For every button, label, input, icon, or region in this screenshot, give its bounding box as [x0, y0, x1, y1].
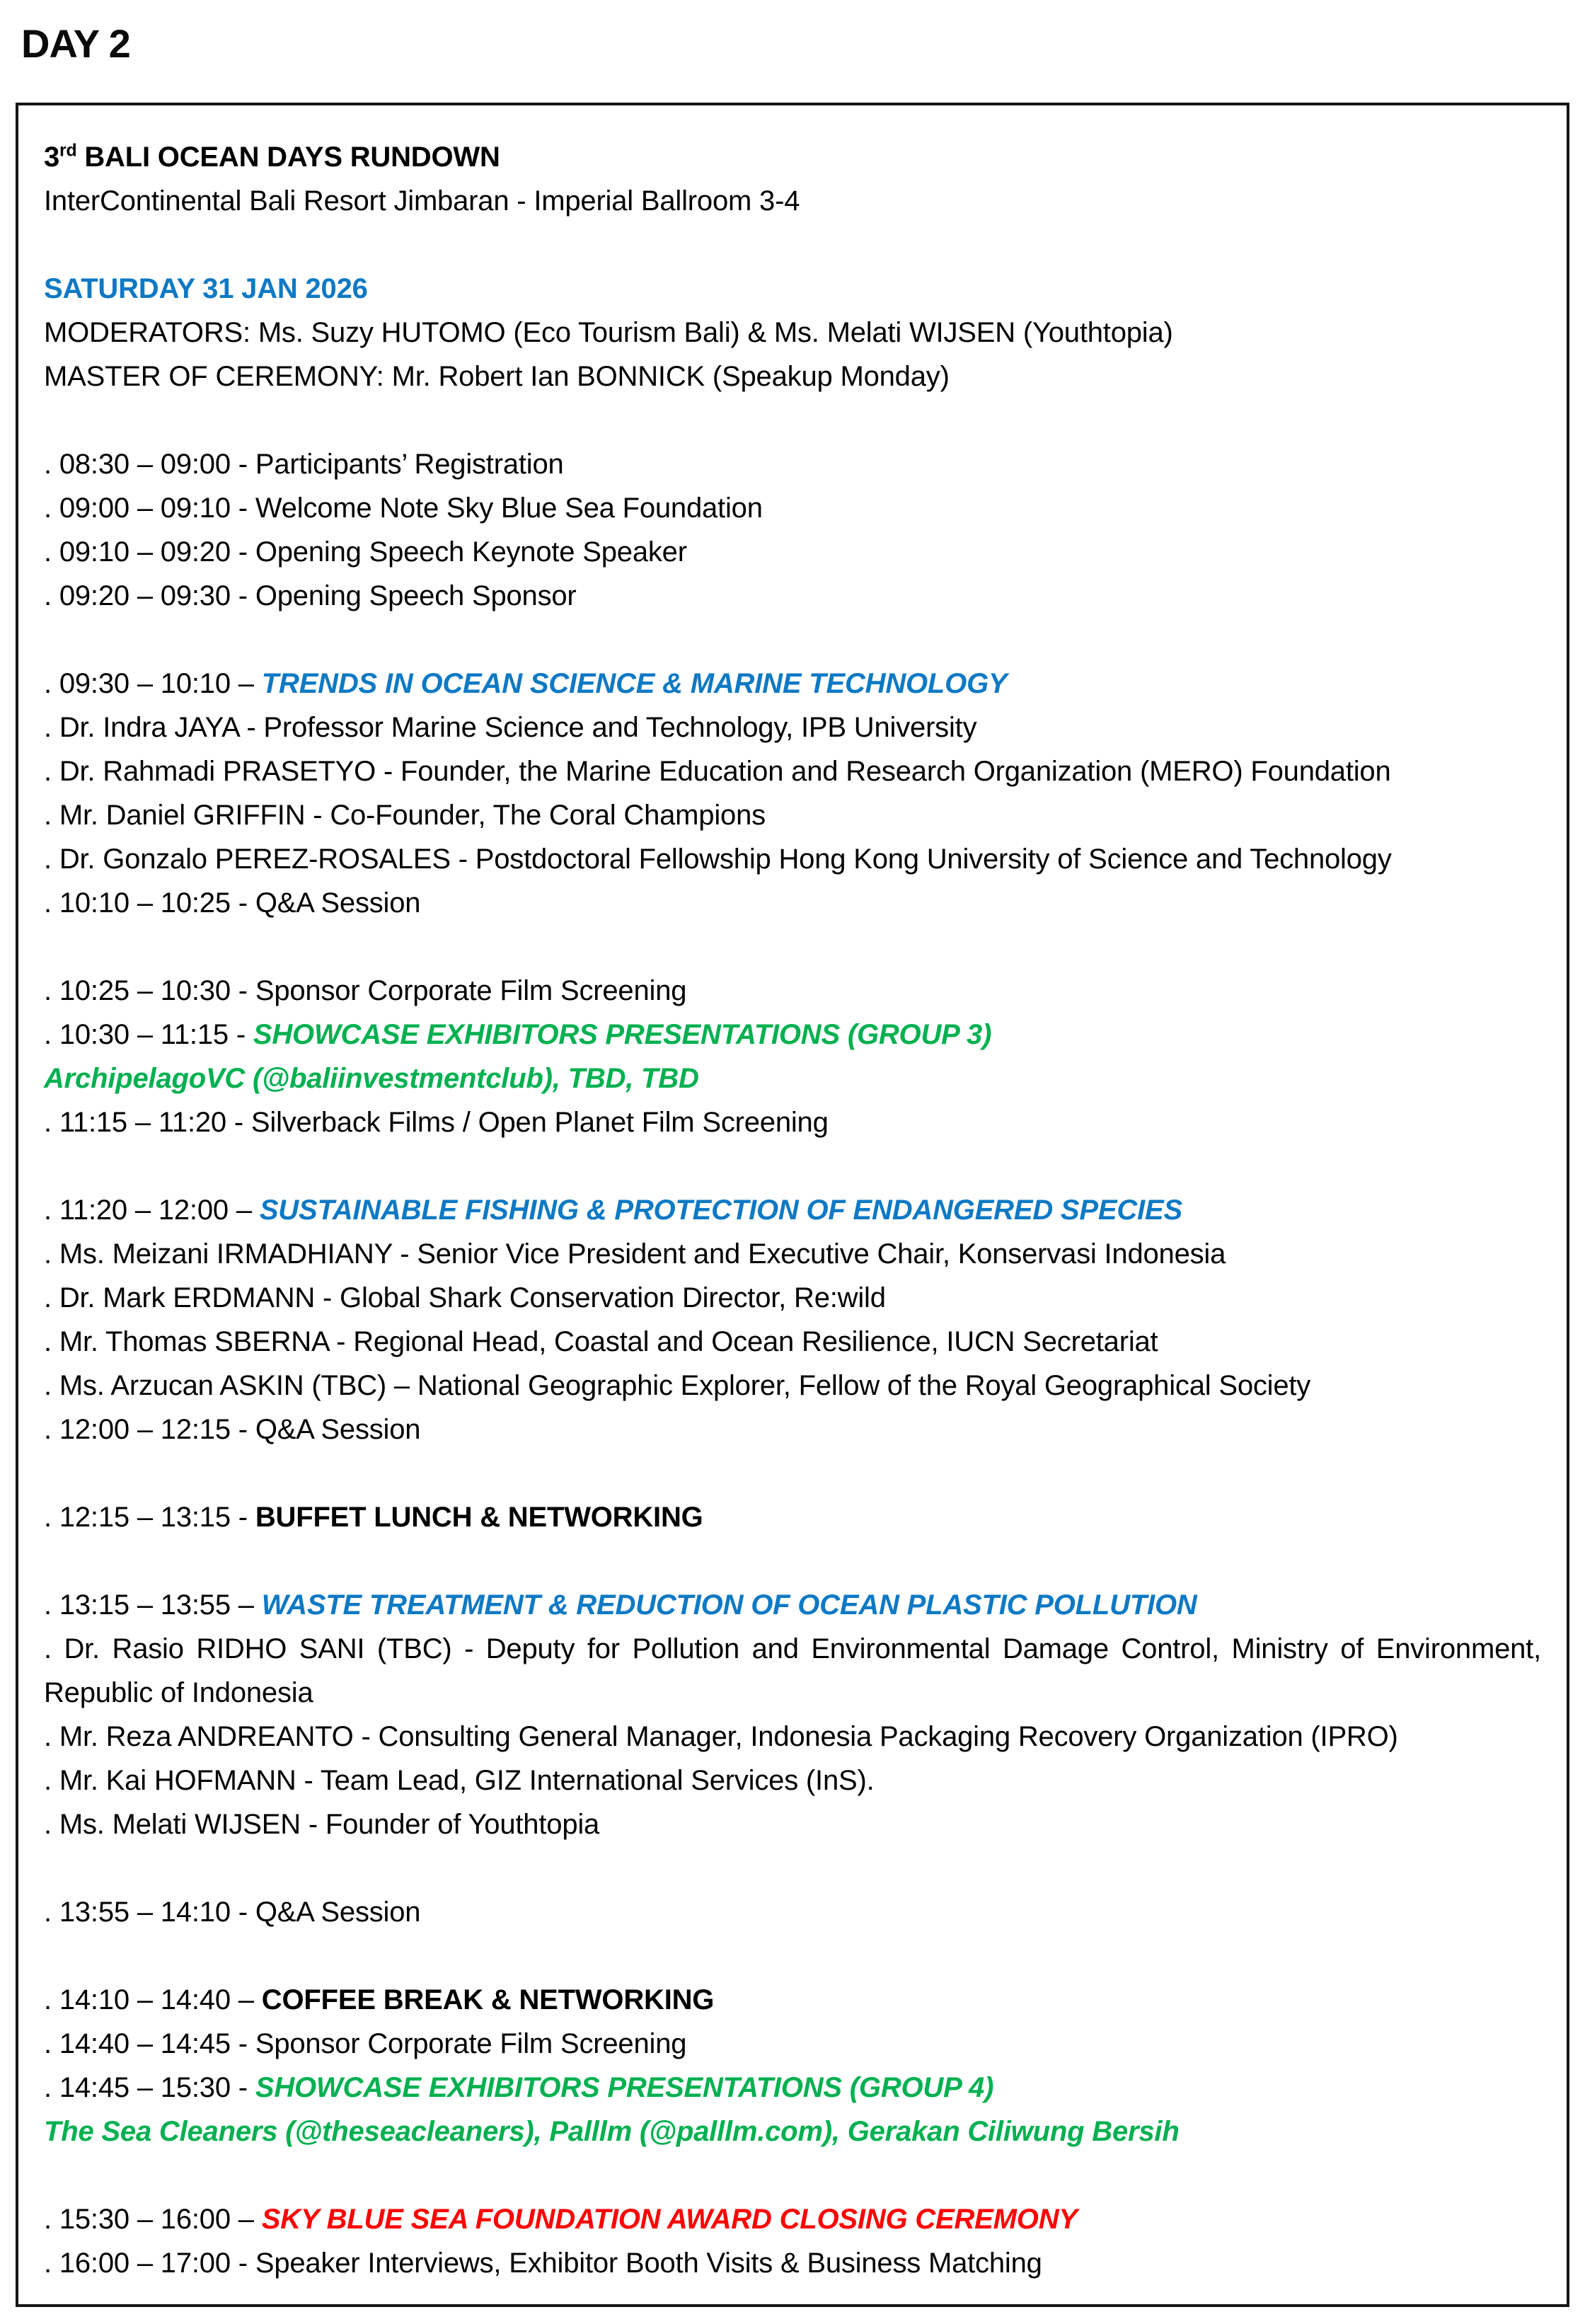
- schedule-line: [44, 2241, 1541, 2285]
- title-text: BALI OCEAN DAYS RUNDOWN: [76, 142, 500, 173]
- schedule-line: [44, 1715, 1541, 1759]
- schedule-text-segment: . 11:20 – 12:00 –: [44, 1195, 260, 1226]
- schedule-text-segment: . 09:20 – 09:30 - Opening Speech Sponsor: [44, 580, 577, 611]
- schedule-line: [44, 530, 1541, 574]
- rundown-box: [16, 103, 1569, 2307]
- schedule-text-segment: . 16:00 – 17:00 - Speaker Interviews, Exhibitor Booth Visits & Business Matching: [44, 2248, 1042, 2279]
- schedule-line: [44, 793, 1541, 837]
- schedule-text-segment: . Ms. Arzucan ASKIN (TBC) – National Geographic Explorer, Fellow of the Royal Geographical Society: [44, 1370, 1311, 1401]
- schedule-text-segment: . 14:10 – 14:40 –: [44, 1984, 262, 2015]
- schedule-text-segment: . 12:00 – 12:15 - Q&A Session: [44, 1414, 421, 1445]
- blank-line: [44, 1934, 1541, 1978]
- blank-line: [44, 925, 1541, 969]
- schedule-line: [44, 1276, 1541, 1320]
- schedule-text-segment: . Dr. Rahmadi PRASETYO - Founder, the Marine Education and Research Organization (MERO) Foundation: [44, 756, 1391, 787]
- schedule-text-segment: . Ms. Melati WIJSEN - Founder of Youthtopia: [44, 1809, 600, 1840]
- blank-line: [44, 223, 1541, 267]
- schedule-line: [44, 1627, 1541, 1715]
- schedule-line: [44, 1890, 1541, 1934]
- schedule-text-segment: . 13:55 – 14:10 - Q&A Session: [44, 1897, 421, 1928]
- title-ordinal-suffix: rd: [59, 141, 77, 161]
- schedule-text-segment: . Dr. Indra JAYA - Professor Marine Science and Technology, IPB University: [44, 712, 977, 743]
- schedule-line: [44, 2022, 1541, 2066]
- schedule-text-segment: . 09:00 – 09:10 - Welcome Note Sky Blue Sea Foundation: [44, 493, 763, 524]
- schedule-text-segment: . 09:30 – 10:10 –: [44, 668, 262, 699]
- schedule-line: [44, 486, 1541, 530]
- schedule-text-segment: . 10:10 – 10:25 - Q&A Session: [44, 887, 421, 919]
- schedule-text-segment: . 14:45 – 15:30 -: [44, 2072, 255, 2103]
- schedule-line: [44, 749, 1541, 793]
- schedule-line: [44, 1013, 1541, 1057]
- schedule-line: [44, 1495, 1541, 1539]
- schedule-line: [44, 2197, 1541, 2241]
- schedule-line: [44, 881, 1541, 925]
- schedule-text-segment: . 11:15 – 11:20 - Silverback Films / Open Planet Film Screening: [44, 1107, 829, 1138]
- document-title: [44, 135, 1541, 179]
- schedule-line: [44, 1759, 1541, 1802]
- mc-line: MASTER OF CEREMONY: Mr. Robert Ian BONNICK (Speakup Monday): [44, 361, 950, 392]
- schedule-line: [44, 1978, 1541, 2022]
- schedule-line: [44, 662, 1541, 706]
- schedule-line: [44, 1100, 1541, 1144]
- schedule-line: [44, 1364, 1541, 1408]
- schedule-text-segment: . 13:15 – 13:55 –: [44, 1589, 262, 1621]
- schedule-text-segment: . 15:30 – 16:00 –: [44, 2204, 262, 2235]
- blank-line: [44, 398, 1541, 442]
- schedule-line: [44, 1188, 1541, 1232]
- blank-line: [44, 2153, 1541, 2197]
- schedule-text-segment: SUSTAINABLE FISHING & PROTECTION OF ENDANGERED SPECIES: [259, 1195, 1182, 1226]
- date-heading: SATURDAY 31 JAN 2026: [44, 273, 368, 304]
- schedule-text-segment: BUFFET LUNCH & NETWORKING: [255, 1502, 703, 1533]
- schedule-text-segment: ArchipelagoVC (@baliinvestmentclub), TBD, TBD: [44, 1063, 699, 1094]
- schedule-line: [44, 1232, 1541, 1276]
- schedule-line: [44, 706, 1541, 749]
- schedule-line: [44, 837, 1541, 881]
- schedule-text-segment: The Sea Cleaners (@theseacleaners), Palllm (@palllm.com), Gerakan Ciliwung Bersih: [44, 2116, 1180, 2147]
- schedule-line: [44, 1408, 1541, 1451]
- schedule-line: [44, 1057, 1541, 1100]
- schedule-line: [44, 2066, 1541, 2110]
- schedule-text-segment: . 10:25 – 10:30 - Sponsor Corporate Film Screening: [44, 975, 687, 1006]
- schedule-line: [44, 1320, 1541, 1364]
- day-label: DAY 2: [21, 21, 130, 66]
- schedule-text-segment: . Mr. Kai HOFMANN - Team Lead, GIZ International Services (InS).: [44, 1765, 875, 1796]
- moderators-line: MODERATORS: Ms. Suzy HUTOMO (Eco Tourism Bali) & Ms. Melati WIJSEN (Youthtopia): [44, 317, 1173, 348]
- schedule-text-segment: . 12:15 – 13:15 -: [44, 1502, 255, 1533]
- schedule-text-segment: WASTE TREATMENT & REDUCTION OF OCEAN PLASTIC POLLUTION: [261, 1589, 1197, 1621]
- schedule-text-segment: COFFEE BREAK & NETWORKING: [261, 1984, 715, 2015]
- schedule-text-segment: . 14:40 – 14:45 - Sponsor Corporate Film Screening: [44, 2028, 687, 2059]
- schedule-line: [44, 1583, 1541, 1627]
- blank-line: [44, 1144, 1541, 1188]
- schedule-line: [44, 1802, 1541, 1846]
- schedule: [44, 442, 1541, 2285]
- blank-line: [44, 1451, 1541, 1495]
- venue-line: InterContinental Bali Resort Jimbaran - Imperial Ballroom 3-4: [44, 185, 800, 217]
- schedule-text-segment: . Ms. Meizani IRMADHIANY - Senior Vice President and Executive Chair, Konservasi Indonesia: [44, 1238, 1226, 1270]
- schedule-text-segment: . Mr. Daniel GRIFFIN - Co-Founder, The Coral Champions: [44, 800, 766, 831]
- blank-line: [44, 618, 1541, 662]
- schedule-text-segment: SHOWCASE EXHIBITORS PRESENTATIONS (GROUP 3): [253, 1019, 992, 1050]
- schedule-line: [44, 2110, 1541, 2153]
- schedule-line: [44, 442, 1541, 486]
- schedule-text-segment: . 10:30 – 11:15 -: [44, 1019, 253, 1050]
- schedule-line: [44, 969, 1541, 1013]
- schedule-text-segment: . Dr. Mark ERDMANN - Global Shark Conservation Director, Re:wild: [44, 1282, 886, 1313]
- blank-line: [44, 1846, 1541, 1890]
- schedule-line: [44, 574, 1541, 618]
- schedule-text-segment: . Dr. Gonzalo PEREZ-ROSALES - Postdoctoral Fellowship Hong Kong University of Science and Technology: [44, 844, 1392, 875]
- schedule-text-segment: . 09:10 – 09:20 - Opening Speech Keynote Speaker: [44, 536, 687, 568]
- schedule-text-segment: . Mr. Thomas SBERNA - Regional Head, Coastal and Ocean Resilience, IUCN Secretariat: [44, 1326, 1158, 1357]
- schedule-text-segment: SKY BLUE SEA FOUNDATION AWARD CLOSING CEREMONY: [261, 2204, 1078, 2235]
- title-number: 3: [44, 142, 60, 173]
- schedule-text-segment: SHOWCASE EXHIBITORS PRESENTATIONS (GROUP 4): [255, 2072, 994, 2103]
- schedule-text-segment: . Dr. Rasio RIDHO SANI (TBC) - Deputy for Pollution and Environmental Damage Control, Ministry of Environment, Republic of Indonesia: [44, 1633, 1541, 1708]
- blank-line: [44, 1539, 1541, 1583]
- schedule-text-segment: . Mr. Reza ANDREANTO - Consulting General Manager, Indonesia Packaging Recovery Organization (IPRO): [44, 1721, 1398, 1752]
- schedule-text-segment: . 08:30 – 09:00 - Participants’ Registration: [44, 449, 564, 480]
- schedule-text-segment: TRENDS IN OCEAN SCIENCE & MARINE TECHNOLOGY: [261, 668, 1008, 699]
